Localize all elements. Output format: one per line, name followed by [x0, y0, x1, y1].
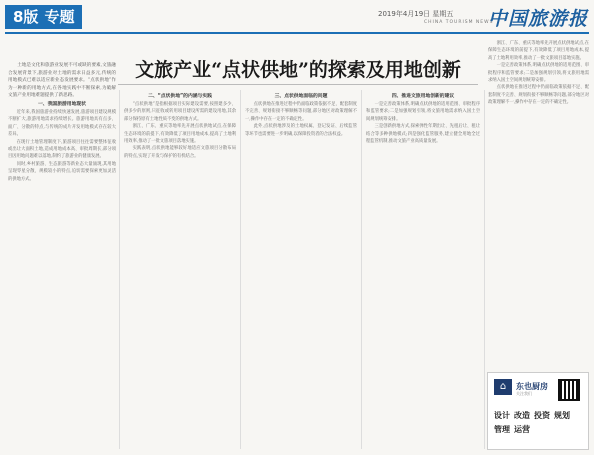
- title-divider: [118, 84, 478, 85]
- article-column-5: [488, 40, 589, 368]
- service-item: 改造: [514, 411, 530, 420]
- service-list: [494, 411, 584, 435]
- column-divider: [119, 90, 120, 449]
- brand-name: 东也厨房: [516, 382, 548, 391]
- qr-code-icon: [558, 379, 580, 401]
- column-divider: [361, 90, 362, 449]
- newspaper-masthead: 中国旅游报: [488, 8, 589, 30]
- service-item: 运营: [514, 425, 530, 434]
- paragraph: 点状供地在推进过程中仍面临政策依据不足、配套制度不完善、规划衔接不够顺畅等问题,部分地区对政策理解不一,操作中存在一定的不确定性。: [488, 85, 589, 106]
- header-divider: [5, 32, 589, 34]
- newspaper-english-name: CHINA TOURISM NEWS: [424, 20, 494, 25]
- section-heading: 四、推进文旅用地创新的建议: [391, 94, 455, 99]
- paragraph: 点状供地在推进过程中仍面临政策依据不足、配套制度不完善、规划衔接不够顺畅等问题,部分地区对政策理解不一,操作中存在一定的不确定性。: [245, 102, 357, 122]
- section-heading: 三、点状供地面临的问题: [274, 94, 328, 99]
- paragraph: 实践表明,点状供地能够较好地适应文旅项目分散布局的特点,实现了开发与保护的有机结合。: [124, 146, 236, 159]
- brand-logo-icon: ⌂: [494, 379, 512, 395]
- paragraph: 浙江、广东、重庆等地率先开展点状供地试点,在保障生态环境的前提下,有效降低了项目用地成本,提高了土地利用效率,推动了一批文旅项目落地实施。: [124, 124, 236, 145]
- section-heading: 二、“点状供地”的内涵与实践: [148, 94, 212, 99]
- paragraph: 近年来,我国旅游业持续快速发展,旅游项目建设规模不断扩大,旅游用地需求持续增长。旅游用地具有点多、面广、分散的特点,与传统的成片开发用地模式存在较大差异。: [8, 109, 116, 138]
- section-tag: [5, 5, 82, 29]
- column-divider: [240, 90, 241, 449]
- page-number: 8版: [13, 8, 39, 26]
- section-heading: 一、我国旅游用地现状: [38, 101, 86, 107]
- paragraph: “点状供地”是指根据项目实际建设需要,按照建多少、供多少的原则,只征收或转用项目建设所需的建设用地,其余部分保持原有土地性质不变的供地方式。: [124, 102, 236, 122]
- service-item: 管理: [494, 425, 510, 434]
- page-header: [0, 0, 594, 44]
- paragraph: 同时,乡村旅游、生态旅游等新业态大量涌现,其用地呈现零星分散、规模较小的特点,迫切需要探索更加灵活的供地方式。: [8, 161, 116, 182]
- paragraph: 一是完善政策体系,明确点状供地的适用范围、审批程序和监管要求;二是加强规划引领,将文旅用地需求纳入国土空间规划统筹安排。: [488, 63, 589, 84]
- paragraph: 此外,点状供地涉及的土地权属、登记发证、后续监管等环节也需要进一步明确,以保障投资者的合法权益。: [245, 124, 357, 137]
- service-item: 规划: [554, 411, 570, 420]
- paragraph: 在现行土地管理制度下,旅游项目往往需要整体征收或出让大面积土地,造成用地成本高、审批周期长,部分项目因用地问题难以落地,制约了旅游业的健康发展。: [8, 139, 116, 160]
- issue-date: 2019年4月19日 星期五: [378, 10, 454, 18]
- service-item: 设计: [494, 411, 510, 420]
- brand-subtitle: 关注我们: [516, 391, 532, 396]
- article-intro: 土地是文化和旅游业发展不可或缺的要素,文旅融合发展背景下,旅游业对土地的需求日益多元,传统的用地模式已难以适应新业态发展要求。“点状供地”作为一种新的用地方式,在各地实践中不断探索,为破解文旅产业用地难题提供了新思路。: [8, 63, 116, 99]
- article-column-2: [124, 92, 236, 450]
- article-column-4: [366, 92, 480, 450]
- service-item: 投资: [534, 411, 550, 420]
- paragraph: 浙江、广东、重庆等地率先开展点状供地试点,在保障生态环境的前提下,有效降低了项目用地成本,提高了土地利用效率,推动了一批文旅项目落地实施。: [488, 41, 589, 61]
- section-name: 专题: [44, 8, 75, 26]
- column-divider: [484, 90, 485, 449]
- paragraph: 一是完善政策体系,明确点状供地的适用范围、审批程序和监管要求;二是加强规划引领,将文旅用地需求纳入国土空间规划统筹安排。: [366, 102, 480, 122]
- article-column-3: [245, 92, 357, 450]
- article-column-1: [8, 62, 116, 450]
- advertisement-box: [487, 372, 589, 450]
- paragraph: 三是创新供地方式,探索弹性年期出让、先租后让、租让结合等多种供地模式;四是强化监管服务,建立健全用地全过程监管机制,推动文旅产业高质量发展。: [366, 124, 480, 145]
- article-title: 文旅产业“点状供地”的探索及用地创新: [135, 59, 461, 81]
